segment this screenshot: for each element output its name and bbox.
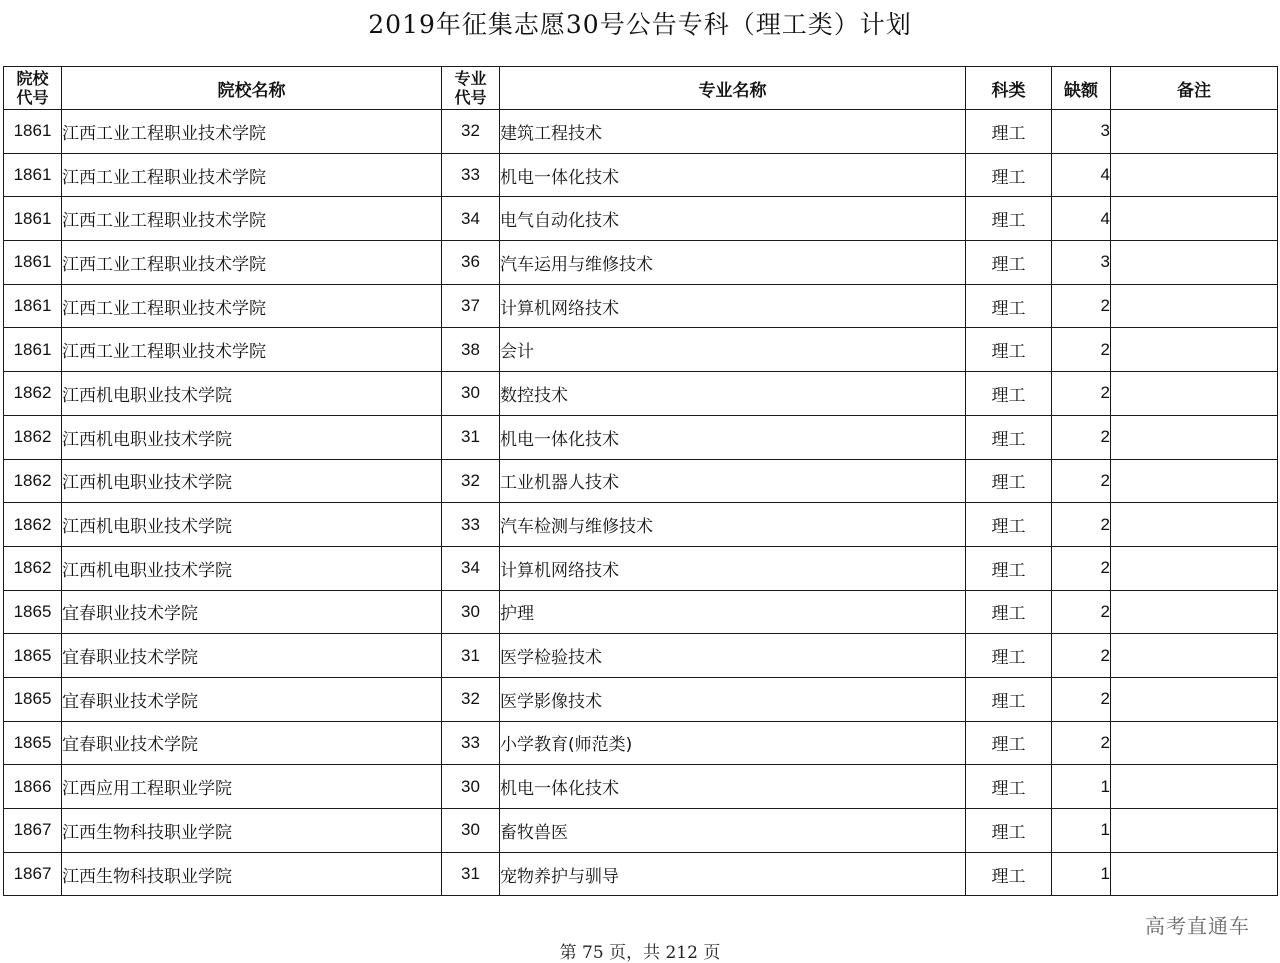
cell-category: 理工 (966, 546, 1052, 590)
cell-quota: 2 (1052, 546, 1111, 590)
cell-category: 理工 (966, 852, 1052, 896)
header-quota: 缺额 (1052, 67, 1111, 110)
cell-major-name: 建筑工程技术 (500, 110, 966, 154)
cell-school-code: 1861 (4, 197, 62, 241)
cell-major-code: 37 (442, 284, 500, 328)
header-school-code (4, 67, 62, 110)
cell-school-code: 1865 (4, 590, 62, 634)
table-row (4, 852, 1278, 896)
cell-note (1111, 590, 1278, 634)
cell-category: 理工 (966, 110, 1052, 154)
cell-category: 理工 (966, 634, 1052, 678)
table-row (4, 809, 1278, 853)
cell-quota: 2 (1052, 284, 1111, 328)
cell-school-code: 1867 (4, 852, 62, 896)
cell-category: 理工 (966, 153, 1052, 197)
cell-school-code: 1865 (4, 677, 62, 721)
cell-quota: 4 (1052, 153, 1111, 197)
cell-category: 理工 (966, 721, 1052, 765)
table-row (4, 110, 1278, 154)
cell-note (1111, 284, 1278, 328)
table-header (4, 67, 1278, 110)
cell-major-code: 33 (442, 721, 500, 765)
header-major-code-line1: 专业 (454, 69, 487, 88)
cell-school-name: 江西工业工程职业技术学院 (62, 197, 442, 241)
cell-major-code: 30 (442, 765, 500, 809)
cell-note (1111, 110, 1278, 154)
cell-school-name: 宜春职业技术学院 (62, 721, 442, 765)
table-row (4, 415, 1278, 459)
cell-school-name: 江西机电职业技术学院 (62, 546, 442, 590)
cell-note (1111, 153, 1278, 197)
cell-category: 理工 (966, 459, 1052, 503)
cell-note (1111, 415, 1278, 459)
cell-major-code: 30 (442, 809, 500, 853)
table-row (4, 241, 1278, 285)
page-title: 2019年征集志愿30号公告专科（理工类）计划 (368, 10, 912, 39)
cell-school-name: 江西工业工程职业技术学院 (62, 284, 442, 328)
cell-category: 理工 (966, 765, 1052, 809)
cell-school-code: 1861 (4, 284, 62, 328)
cell-major-code: 32 (442, 459, 500, 503)
table-row (4, 153, 1278, 197)
header-note: 备注 (1111, 67, 1278, 110)
table-body (4, 110, 1278, 896)
cell-major-name: 汽车运用与维修技术 (500, 241, 966, 285)
cell-school-code: 1861 (4, 241, 62, 285)
cell-school-name: 江西生物科技职业学院 (62, 809, 442, 853)
cell-major-name: 医学影像技术 (500, 677, 966, 721)
table-row (4, 546, 1278, 590)
table-row (4, 284, 1278, 328)
cell-quota: 2 (1052, 677, 1111, 721)
cell-category: 理工 (966, 503, 1052, 547)
cell-category: 理工 (966, 372, 1052, 416)
page-footer: 第 75 页，共 212 页 (559, 943, 721, 963)
table-row (4, 503, 1278, 547)
table-row (4, 459, 1278, 503)
cell-note (1111, 852, 1278, 896)
cell-note (1111, 503, 1278, 547)
cell-school-name: 江西机电职业技术学院 (62, 372, 442, 416)
cell-school-name: 江西工业工程职业技术学院 (62, 153, 442, 197)
cell-major-name: 宠物养护与驯导 (500, 852, 966, 896)
cell-quota: 3 (1052, 241, 1111, 285)
cell-note (1111, 241, 1278, 285)
cell-quota: 2 (1052, 721, 1111, 765)
cell-category: 理工 (966, 328, 1052, 372)
cell-major-code: 31 (442, 852, 500, 896)
cell-major-code: 34 (442, 197, 500, 241)
cell-note (1111, 721, 1278, 765)
enrollment-plan-table (3, 66, 1278, 896)
cell-school-code: 1862 (4, 372, 62, 416)
cell-school-name: 江西机电职业技术学院 (62, 503, 442, 547)
cell-school-name: 江西工业工程职业技术学院 (62, 110, 442, 154)
cell-school-name: 江西应用工程职业学院 (62, 765, 442, 809)
header-school-name: 院校名称 (62, 67, 442, 110)
cell-school-name: 宜春职业技术学院 (62, 634, 442, 678)
cell-school-code: 1861 (4, 110, 62, 154)
cell-school-name: 宜春职业技术学院 (62, 590, 442, 634)
table-row (4, 721, 1278, 765)
header-major-name: 专业名称 (500, 67, 966, 110)
cell-major-code: 36 (442, 241, 500, 285)
cell-note (1111, 197, 1278, 241)
cell-quota: 4 (1052, 197, 1111, 241)
cell-school-code: 1861 (4, 328, 62, 372)
table-row (4, 328, 1278, 372)
cell-major-name: 机电一体化技术 (500, 415, 966, 459)
cell-major-name: 护理 (500, 590, 966, 634)
cell-category: 理工 (966, 415, 1052, 459)
cell-school-code: 1865 (4, 721, 62, 765)
cell-quota: 2 (1052, 328, 1111, 372)
table-row (4, 197, 1278, 241)
cell-category: 理工 (966, 677, 1052, 721)
header-category: 科类 (966, 67, 1052, 110)
cell-major-code: 33 (442, 503, 500, 547)
cell-school-code: 1867 (4, 809, 62, 853)
cell-school-name: 江西生物科技职业学院 (62, 852, 442, 896)
cell-major-code: 33 (442, 153, 500, 197)
cell-major-name: 工业机器人技术 (500, 459, 966, 503)
cell-quota: 2 (1052, 459, 1111, 503)
cell-school-code: 1861 (4, 153, 62, 197)
cell-major-code: 32 (442, 677, 500, 721)
header-school-code-line1: 院校 (16, 69, 49, 88)
table-row (4, 634, 1278, 678)
header-school-code-line2: 代号 (16, 88, 49, 107)
cell-quota: 1 (1052, 852, 1111, 896)
cell-major-name: 计算机网络技术 (500, 284, 966, 328)
cell-school-code: 1862 (4, 415, 62, 459)
cell-major-name: 汽车检测与维修技术 (500, 503, 966, 547)
cell-quota: 2 (1052, 590, 1111, 634)
cell-school-name: 宜春职业技术学院 (62, 677, 442, 721)
watermark-text: 高考直通车 (1145, 914, 1250, 938)
cell-quota: 2 (1052, 415, 1111, 459)
cell-major-name: 医学检验技术 (500, 634, 966, 678)
table-row (4, 372, 1278, 416)
cell-major-code: 31 (442, 634, 500, 678)
cell-school-name: 江西工业工程职业技术学院 (62, 241, 442, 285)
cell-quota: 2 (1052, 634, 1111, 678)
cell-note (1111, 372, 1278, 416)
cell-school-code: 1862 (4, 459, 62, 503)
cell-school-name: 江西工业工程职业技术学院 (62, 328, 442, 372)
cell-quota: 2 (1052, 372, 1111, 416)
table-row (4, 765, 1278, 809)
cell-category: 理工 (966, 284, 1052, 328)
cell-note (1111, 459, 1278, 503)
cell-major-code: 31 (442, 415, 500, 459)
cell-major-name: 机电一体化技术 (500, 153, 966, 197)
cell-major-code: 38 (442, 328, 500, 372)
cell-major-name: 数控技术 (500, 372, 966, 416)
cell-major-code: 30 (442, 372, 500, 416)
cell-major-code: 34 (442, 546, 500, 590)
cell-major-name: 畜牧兽医 (500, 809, 966, 853)
cell-school-name: 江西机电职业技术学院 (62, 415, 442, 459)
cell-major-name: 机电一体化技术 (500, 765, 966, 809)
cell-note (1111, 809, 1278, 853)
table-row (4, 590, 1278, 634)
cell-note (1111, 546, 1278, 590)
cell-category: 理工 (966, 241, 1052, 285)
cell-note (1111, 765, 1278, 809)
cell-category: 理工 (966, 590, 1052, 634)
table-row (4, 677, 1278, 721)
cell-quota: 2 (1052, 503, 1111, 547)
cell-major-name: 小学教育(师范类) (500, 721, 966, 765)
cell-major-code: 30 (442, 590, 500, 634)
cell-school-code: 1866 (4, 765, 62, 809)
cell-major-name: 计算机网络技术 (500, 546, 966, 590)
cell-note (1111, 328, 1278, 372)
cell-school-code: 1865 (4, 634, 62, 678)
cell-school-code: 1862 (4, 546, 62, 590)
cell-quota: 1 (1052, 809, 1111, 853)
cell-major-name: 电气自动化技术 (500, 197, 966, 241)
cell-quota: 1 (1052, 765, 1111, 809)
header-major-code (442, 67, 500, 110)
cell-quota: 3 (1052, 110, 1111, 154)
cell-major-code: 32 (442, 110, 500, 154)
cell-note (1111, 677, 1278, 721)
cell-major-name: 会计 (500, 328, 966, 372)
header-major-code-line2: 代号 (454, 88, 487, 107)
cell-category: 理工 (966, 809, 1052, 853)
cell-school-name: 江西机电职业技术学院 (62, 459, 442, 503)
cell-category: 理工 (966, 197, 1052, 241)
cell-note (1111, 634, 1278, 678)
cell-school-code: 1862 (4, 503, 62, 547)
